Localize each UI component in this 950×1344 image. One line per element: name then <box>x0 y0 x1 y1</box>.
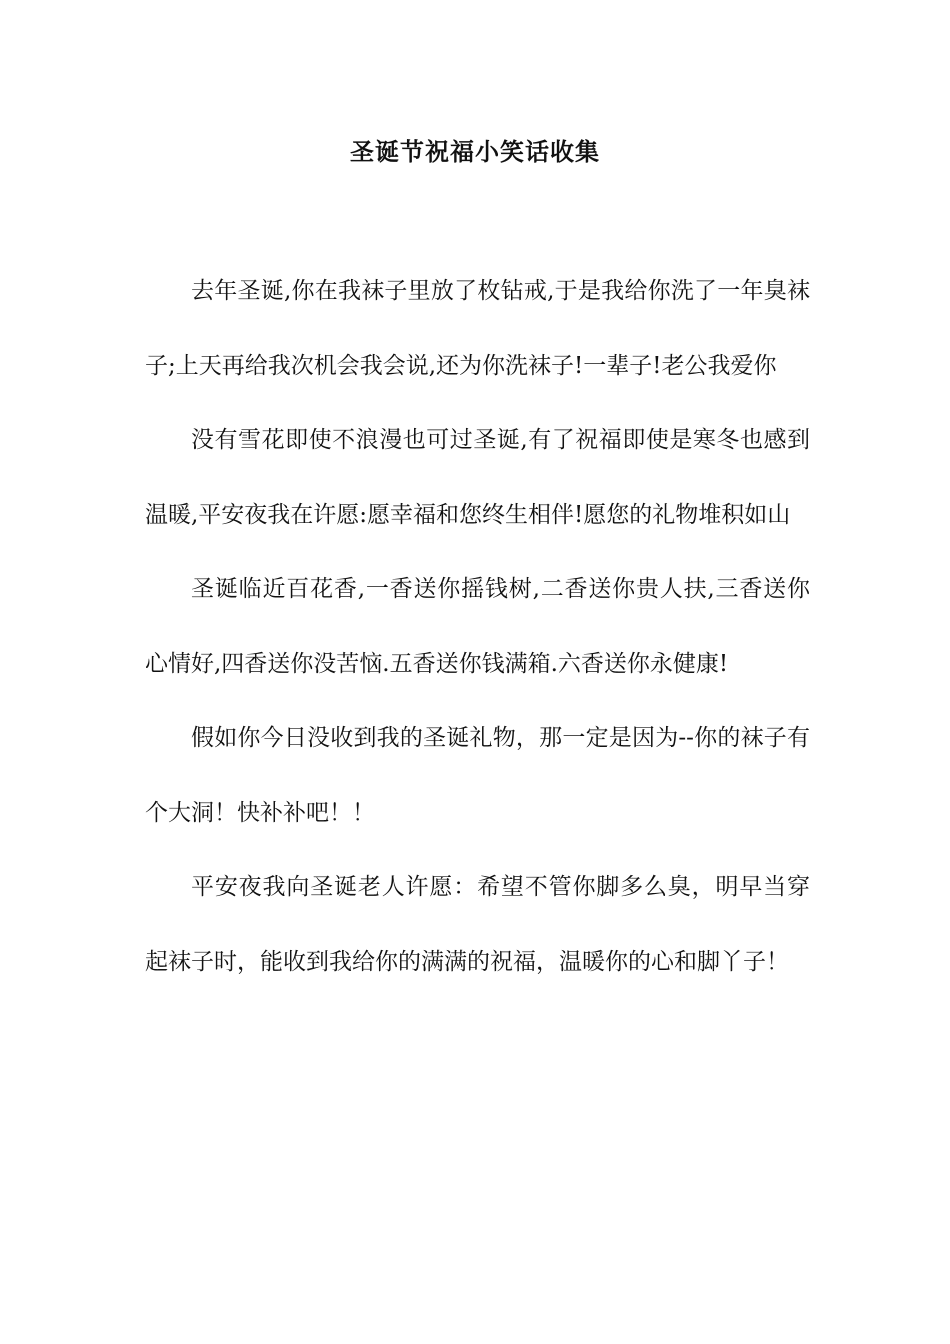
paragraph: 去年圣诞,你在我袜子里放了枚钻戒,于是我给你洗了一年臭袜子;上天再给我次机会我会说,还为你洗袜子!一辈子!老公我爱你 <box>145 278 810 379</box>
document-title: 圣诞节祝福小笑话收集 <box>350 137 600 166</box>
paragraph: 平安夜我向圣诞老人许愿：希望不管你脚多么臭，明早当穿起袜子时，能收到我给你的满满的祝福，温暖你的心和脚丫子！ <box>145 874 810 975</box>
document-body <box>145 254 810 999</box>
paragraph: 假如你今日没收到我的圣诞礼物，那一定是因为--你的袜子有个大洞！快补补吧！！ <box>145 725 810 826</box>
paragraph: 圣诞临近百花香,一香送你摇钱树,二香送你贵人扶,三香送你心情好,四香送你没苦恼.五香送你钱满箱.六香送你永健康! <box>145 576 810 677</box>
paragraph: 没有雪花即使不浪漫也可过圣诞,有了祝福即使是寒冬也感到温暖,平安夜我在许愿:愿幸福和您终生相伴!愿您的礼物堆积如山 <box>145 427 810 528</box>
